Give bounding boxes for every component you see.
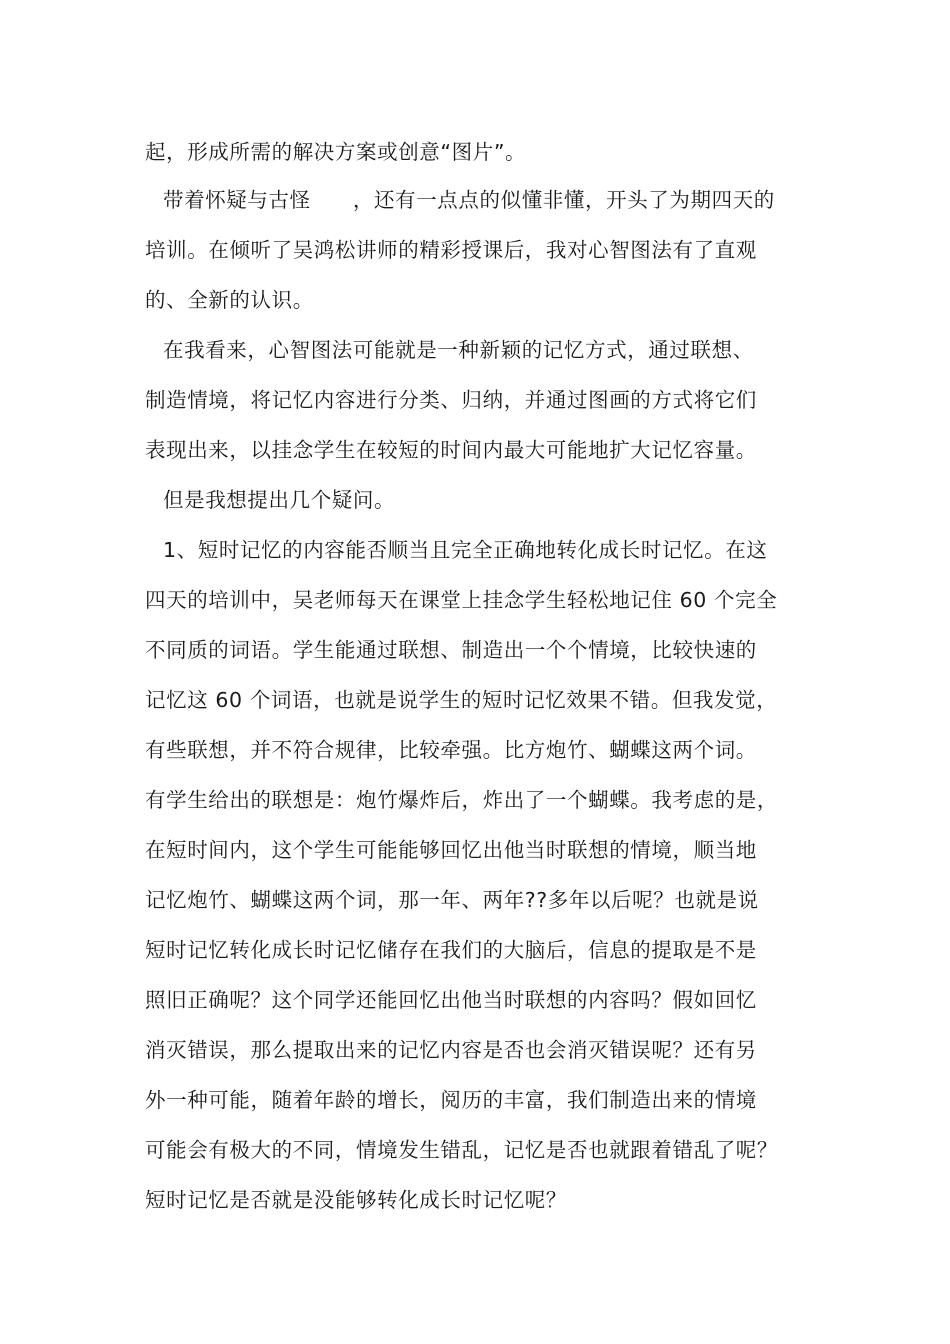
text-line: 带着怀疑与古怪 ，还有一点点的似懂非懂，开头了为期四天的 xyxy=(163,188,775,212)
text-line: 培训。在倾听了吴鸿松讲师的精彩授课后，我对心智图法有了直观 xyxy=(145,238,757,262)
text-line: 消灭错误，那么提取出来的记忆内容是否也会消灭错误呢？还有另 xyxy=(145,1038,757,1062)
text-line: 可能会有极大的不同，情境发生错乱，记忆是否也就跟着错乱了呢？ xyxy=(145,1138,778,1162)
text-line: 四天的培训中，吴老师每天在课堂上挂念学生轻松地记住 60 个完全 xyxy=(145,588,778,612)
text-line: 短时记忆是否就是没能够转化成长时记忆呢？ xyxy=(145,1188,567,1212)
text-line: 起，形成所需的解决方案或创意“图片”。 xyxy=(145,140,527,164)
text-line: 在我看来，心智图法可能就是一种新颖的记忆方式，通过联想、 xyxy=(163,338,754,362)
text-line: 有学生给出的联想是：炮竹爆炸后，炸出了一个蝴蝶。我考虑的是， xyxy=(145,788,778,812)
text-line: 但是我想提出几个疑问。 xyxy=(163,488,396,512)
text-line: 短时记忆转化成长时记忆储存在我们的大脑后，信息的提取是不是 xyxy=(145,938,757,962)
text-line: 不同质的词语。学生能通过联想、制造出一个个情境，比较快速的 xyxy=(145,638,757,662)
text-line: 记忆这 60 个词语，也就是说学生的短时记忆效果不错。但我发觉， xyxy=(145,688,778,712)
text-line: 外一种可能，随着年龄的增长，阅历的丰富，我们制造出来的情境 xyxy=(145,1088,757,1112)
text-line: 的、全新的认识。 xyxy=(145,288,314,312)
text-line: 照旧正确呢？这个同学还能回忆出他当时联想的内容吗？假如回忆 xyxy=(145,988,757,1012)
text-line: 1、短时记忆的内容能否顺当且完全正确地转化成长时记忆。在这 xyxy=(163,538,768,562)
text-line: 制造情境，将记忆内容进行分类、归纳，并通过图画的方式将它们 xyxy=(145,388,757,412)
text-line: 在短时间内，这个学生可能能够回忆出他当时联想的情境，顺当地 xyxy=(145,838,757,862)
text-line: 有些联想，并不符合规律，比较牵强。比方炮竹、蝴蝶这两个词。 xyxy=(145,738,757,762)
text-line: 表现出来，以挂念学生在较短的时间内最大可能地扩大记忆容量。 xyxy=(145,438,757,462)
text-line: 记忆炮竹、蝴蝶这两个词，那一年、两年??多年以后呢？也就是说 xyxy=(145,888,759,912)
